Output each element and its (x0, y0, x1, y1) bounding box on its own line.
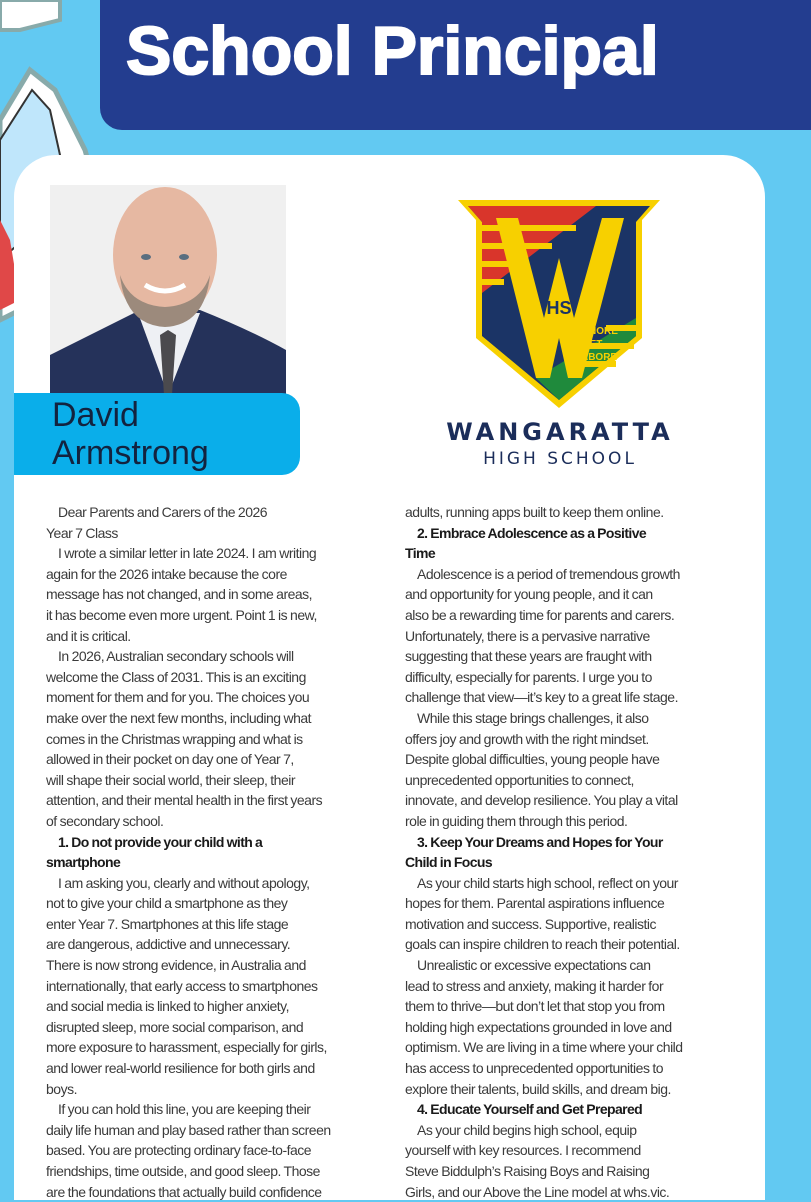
letter-text-line: not to give your child a smartphone as they (46, 895, 288, 912)
letter-text-line: difficulty, especially for parents. I urge you to (405, 668, 652, 685)
letter-text-line: them to thrive—but don’t let that stop you from (405, 998, 665, 1015)
letter-text-line: innovate, and develop resilience. You play a vital (405, 792, 678, 809)
letter-text-line: Unfortunately, there is a pervasive narrative (405, 627, 650, 644)
letter-text-line: As your child starts high school, reflect on your (417, 874, 678, 891)
letter-text-line: If you can hold this line, you are keeping their (58, 1101, 311, 1118)
letter-text-line: make over the next few months, including what (46, 709, 312, 726)
letter-text-line: holding high expectations grounded in love and (405, 1018, 672, 1035)
letter-text-line: boys. (46, 1080, 77, 1097)
header-banner (100, 0, 811, 130)
letter-text-line: motivation and success. Supportive, realistic (405, 915, 656, 932)
letter-text-line: Unrealistic or excessive expectations can (417, 957, 651, 974)
letter-text-line: and opportunity for young people, and it can (405, 586, 653, 603)
letter-text-line: again for the 2026 intake because the core (46, 565, 287, 582)
letter-text-line: I wrote a similar letter in late 2024. I am writing (58, 545, 317, 562)
letter-text-line: of secondary school. (46, 812, 164, 829)
letter-text-line: friendships, time outside, and good sleep. Those (46, 1163, 320, 1179)
letter-text-line: role in guiding them through this period. (405, 812, 628, 829)
section-heading-line: 1. Do not provide your child with a (58, 833, 263, 850)
letter-text-line: optimism. We are living in a time where your child (405, 1039, 683, 1056)
svg-text:HONORE: HONORE (574, 326, 618, 337)
letter-text-line: Despite global difficulties, young people have (405, 751, 660, 768)
letter-text-line: attention, and their mental health in the first years (46, 792, 323, 809)
principal-photo (50, 185, 286, 395)
letter-text-line: lead to stress and anxiety, making it harder for (405, 977, 664, 994)
section-heading-line: smartphone (46, 854, 121, 871)
page-title: School Principal (126, 13, 659, 89)
letter-text-line: offers joy and growth with the right mindset. (405, 730, 649, 747)
letter-text-line: has access to unprecedented opportunities to (405, 1060, 664, 1077)
section-heading-line: Child in Focus (405, 854, 493, 871)
letter-text-line: disrupted sleep, more social comparison, and (46, 1018, 304, 1035)
letter-text-line: and it is critical. (46, 627, 131, 644)
letter-text-line: There is now strong evidence, in Australia and (46, 957, 306, 974)
letter-text-line: welcome the Class of 2031. This is an exciting (46, 668, 306, 685)
letter-text-line: it has become even more urgent. Point 1 is new, (46, 606, 317, 623)
letter-text-line: While this stage brings challenges, it also (417, 709, 649, 726)
letter-text-line: comes in the Christmas wrapping and what is (46, 730, 303, 747)
letter-text-line: will shape their social world, their sleep, their (46, 771, 296, 788)
school-subtitle: HIGH SCHOOL (483, 449, 637, 469)
principal-first-name: David (52, 396, 139, 434)
letter-text-line: allowed in their pocket on day one of Year 7, (46, 751, 294, 768)
letter-text-line: explore their talents, build skills, and dream big. (405, 1080, 671, 1097)
letter-text-line: adults, running apps built to keep them online. (405, 504, 664, 520)
principal-last-name: Armstrong (52, 434, 209, 472)
section-heading-line: 2. Embrace Adolescence as a Positive (417, 524, 647, 541)
section-heading-line: 4. Educate Yourself and Get Prepared (417, 1101, 643, 1118)
letter-text-line: In 2026, Australian secondary schools will (58, 648, 294, 665)
svg-text:LABORE: LABORE (574, 352, 618, 363)
letter-text-line: are dangerous, addictive and unnecessary. (46, 936, 291, 953)
school-name: WANGARATTA (446, 418, 674, 446)
section-heading-line: 3. Keep Your Dreams and Hopes for Your (417, 833, 663, 850)
letter-column-right (405, 502, 755, 1202)
letter-text-line: As your child begins high school, equip (417, 1121, 637, 1138)
letter-text-line: Year 7 Class (46, 524, 118, 541)
letter-column-left (46, 502, 396, 1202)
letter-text-line: internationally, that early access to smartphones (46, 977, 318, 994)
letter-text-line: Dear Parents and Carers of the 2026 (58, 504, 268, 520)
letter-text-line: Adolescence is a period of tremendous growth (417, 565, 680, 582)
svg-text:HS: HS (546, 298, 572, 318)
svg-text:ET: ET (589, 339, 603, 350)
letter-text-line: enter Year 7. Smartphones at this life stage (46, 915, 289, 932)
letter-text-line: hopes for them. Parental aspirations influence (405, 895, 665, 912)
principal-name-badge (14, 393, 300, 475)
letter-text-line: suggesting that these years are fraught with (405, 648, 652, 665)
letter-text-line: yourself with key resources. I recommend (405, 1142, 641, 1159)
school-crest-logo (456, 198, 662, 410)
letter-text-line: and lower real-world resilience for both girls and (46, 1060, 315, 1077)
letter-text-line: challenge that view—it’s key to a great life stage. (405, 689, 678, 706)
letter-text-line: Girls, and our Above the Line model at whs.vic. (405, 1183, 670, 1200)
letter-text-line: are the foundations that actually build confidence (46, 1183, 322, 1200)
letter-text-line: Steve Biddulph’s Raising Boys and Raising (405, 1163, 650, 1179)
section-heading-line: Time (405, 545, 436, 562)
letter-text-line: goals can inspire children to reach their potential. (405, 936, 680, 953)
letter-text-line: unprecedented opportunities to connect, (405, 771, 634, 788)
letter-text-line: daily life human and play based rather than screen (46, 1121, 331, 1138)
letter-text-line: I am asking you, clearly and without apology, (58, 874, 310, 891)
letter-text-line: based. You are protecting ordinary face-to-face (46, 1142, 312, 1159)
letter-text-line: moment for them and for you. The choices you (46, 689, 310, 706)
letter-text-line: more exposure to harassment, especially for girls, (46, 1039, 327, 1056)
letter-text-line: also be a rewarding time for parents and carers. (405, 606, 675, 623)
letter-text-line: message has not changed, and in some areas, (46, 586, 313, 603)
letter-text-line: and social media is linked to higher anxiety, (46, 998, 290, 1015)
